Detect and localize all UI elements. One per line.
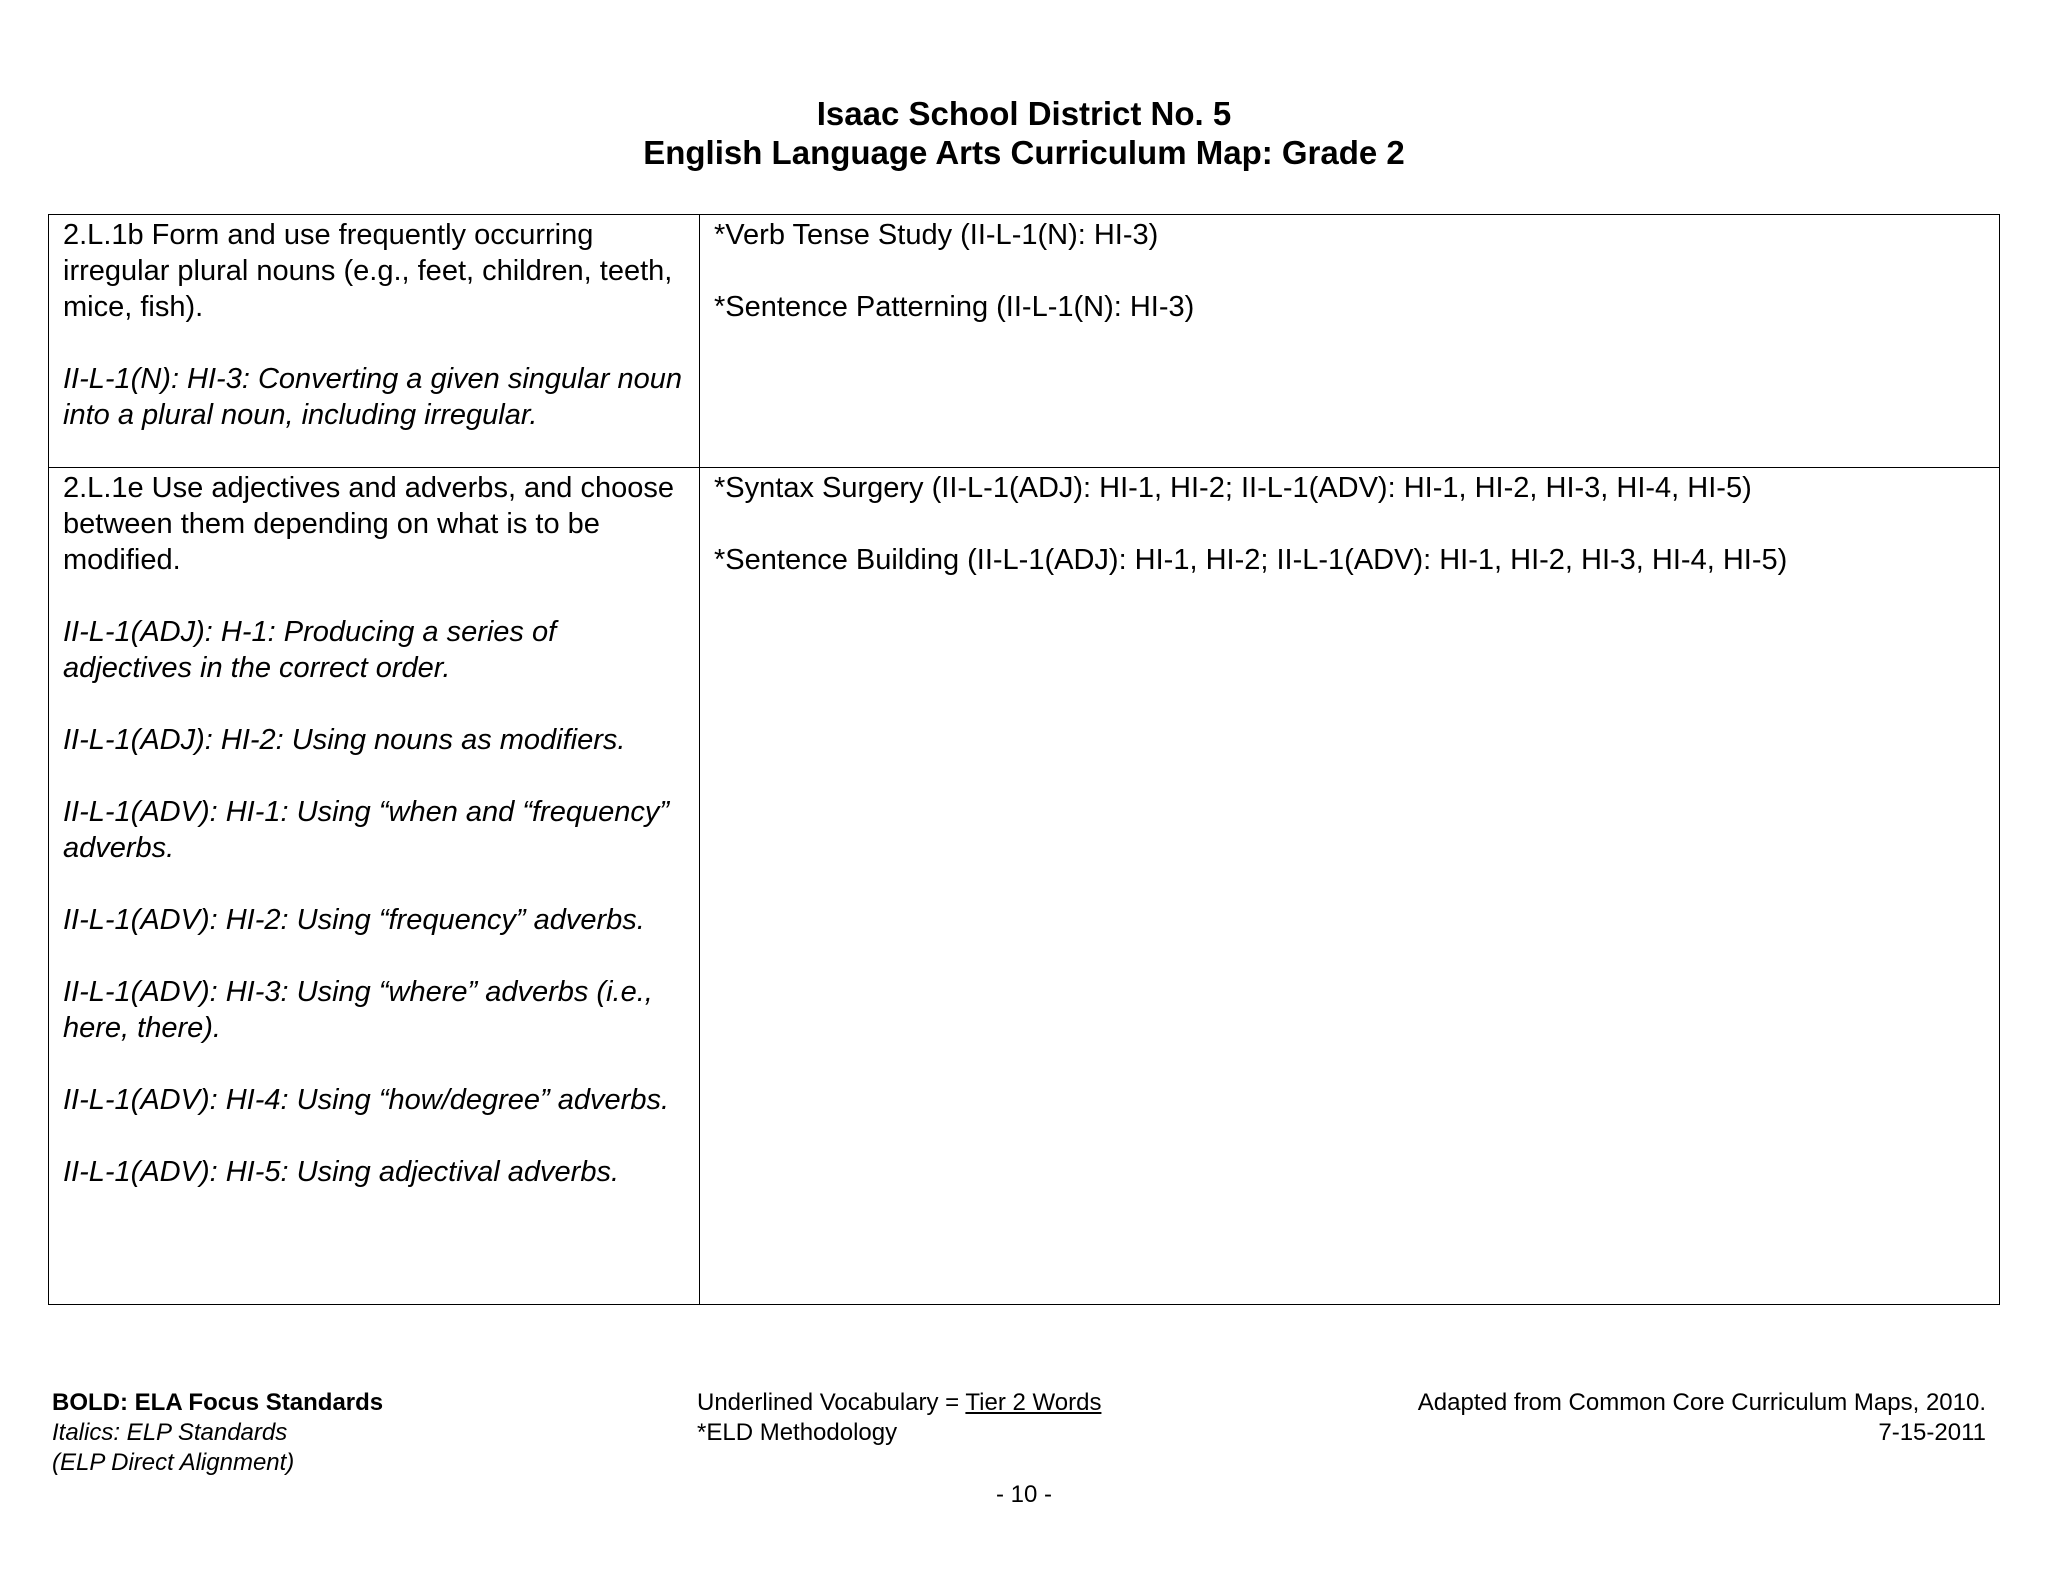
methodology-cell xyxy=(700,215,2000,468)
vocabulary-prefix: Underlined Vocabulary = xyxy=(697,1389,966,1416)
table-row xyxy=(49,215,2000,468)
elp-standard-line: II-L-1(ADV): HI-1: Using “when and “frequency” adverbs. xyxy=(63,796,669,864)
page-header xyxy=(0,94,2048,172)
legend-alignment-line: (ELP Direct Alignment) xyxy=(52,1449,295,1476)
elp-standard-line: II-L-1(ADJ): H-1: Producing a series of adjectives in the correct order. xyxy=(63,616,557,684)
elp-standard-line: II-L-1(N): HI-3: Converting a given singular noun into a plural noun, including irregular. xyxy=(63,363,682,431)
footer-legend xyxy=(52,1388,383,1478)
standards-cell xyxy=(49,215,700,468)
curriculum-map-table xyxy=(48,214,2000,1305)
standards-cell xyxy=(49,468,700,1305)
footer-source xyxy=(1418,1388,1986,1448)
elp-standard-line: II-L-1(ADV): HI-3: Using “where” adverbs (i.e., here, there). xyxy=(63,976,653,1044)
eld-methodology-line: *Sentence Building (II-L-1(ADJ): HI-1, HI-2; II-L-1(ADV): HI-1, HI-2, HI-3, HI-4, HI-5) xyxy=(714,544,1788,576)
elp-standard-line: II-L-1(ADJ): HI-2: Using nouns as modifiers. xyxy=(63,724,626,756)
legend-italics-line: Italics: ELP Standards xyxy=(52,1419,288,1446)
legend-bold-line: BOLD: ELA Focus Standards xyxy=(52,1389,384,1416)
ela-standard-text: 2.L.1b Form and use frequently occurring irregular plural nouns (e.g., feet, children, teeth, mice, fish). xyxy=(63,219,673,323)
methodology-cell xyxy=(700,468,2000,1305)
page-number: - 10 - xyxy=(995,1481,1052,1508)
district-title: Isaac School District No. 5 xyxy=(816,95,1232,132)
eld-methodology-line: *Syntax Surgery (II-L-1(ADJ): HI-1, HI-2; II-L-1(ADV): HI-1, HI-2, HI-3, HI-4, HI-5) xyxy=(714,472,1752,504)
elp-standard-line: II-L-1(ADV): HI-4: Using “how/degree” adverbs. xyxy=(63,1084,669,1116)
eld-methodology-note: *ELD Methodology xyxy=(697,1419,898,1446)
eld-methodology-line: *Sentence Patterning (II-L-1(N): HI-3) xyxy=(714,291,1195,323)
elp-standard-line: II-L-1(ADV): HI-2: Using “frequency” adverbs. xyxy=(63,904,645,936)
document-date: 7-15-2011 xyxy=(1878,1419,1986,1446)
table-row xyxy=(49,468,2000,1305)
ela-standard-text: 2.L.1e Use adjectives and adverbs, and choose between them depending on what is to be modified. xyxy=(63,472,675,576)
eld-methodology-line: *Verb Tense Study (II-L-1(N): HI-3) xyxy=(714,219,1159,251)
vocabulary-line xyxy=(697,1388,1101,1418)
curriculum-map-title: English Language Arts Curriculum Map: Grade 2 xyxy=(643,134,1405,171)
footer-vocabulary-note xyxy=(697,1388,1101,1448)
tier-2-words-label: Tier 2 Words xyxy=(965,1389,1102,1416)
source-citation: Adapted from Common Core Curriculum Maps, 2010. xyxy=(1417,1389,1986,1416)
elp-standard-line: II-L-1(ADV): HI-5: Using adjectival adverbs. xyxy=(63,1156,620,1188)
